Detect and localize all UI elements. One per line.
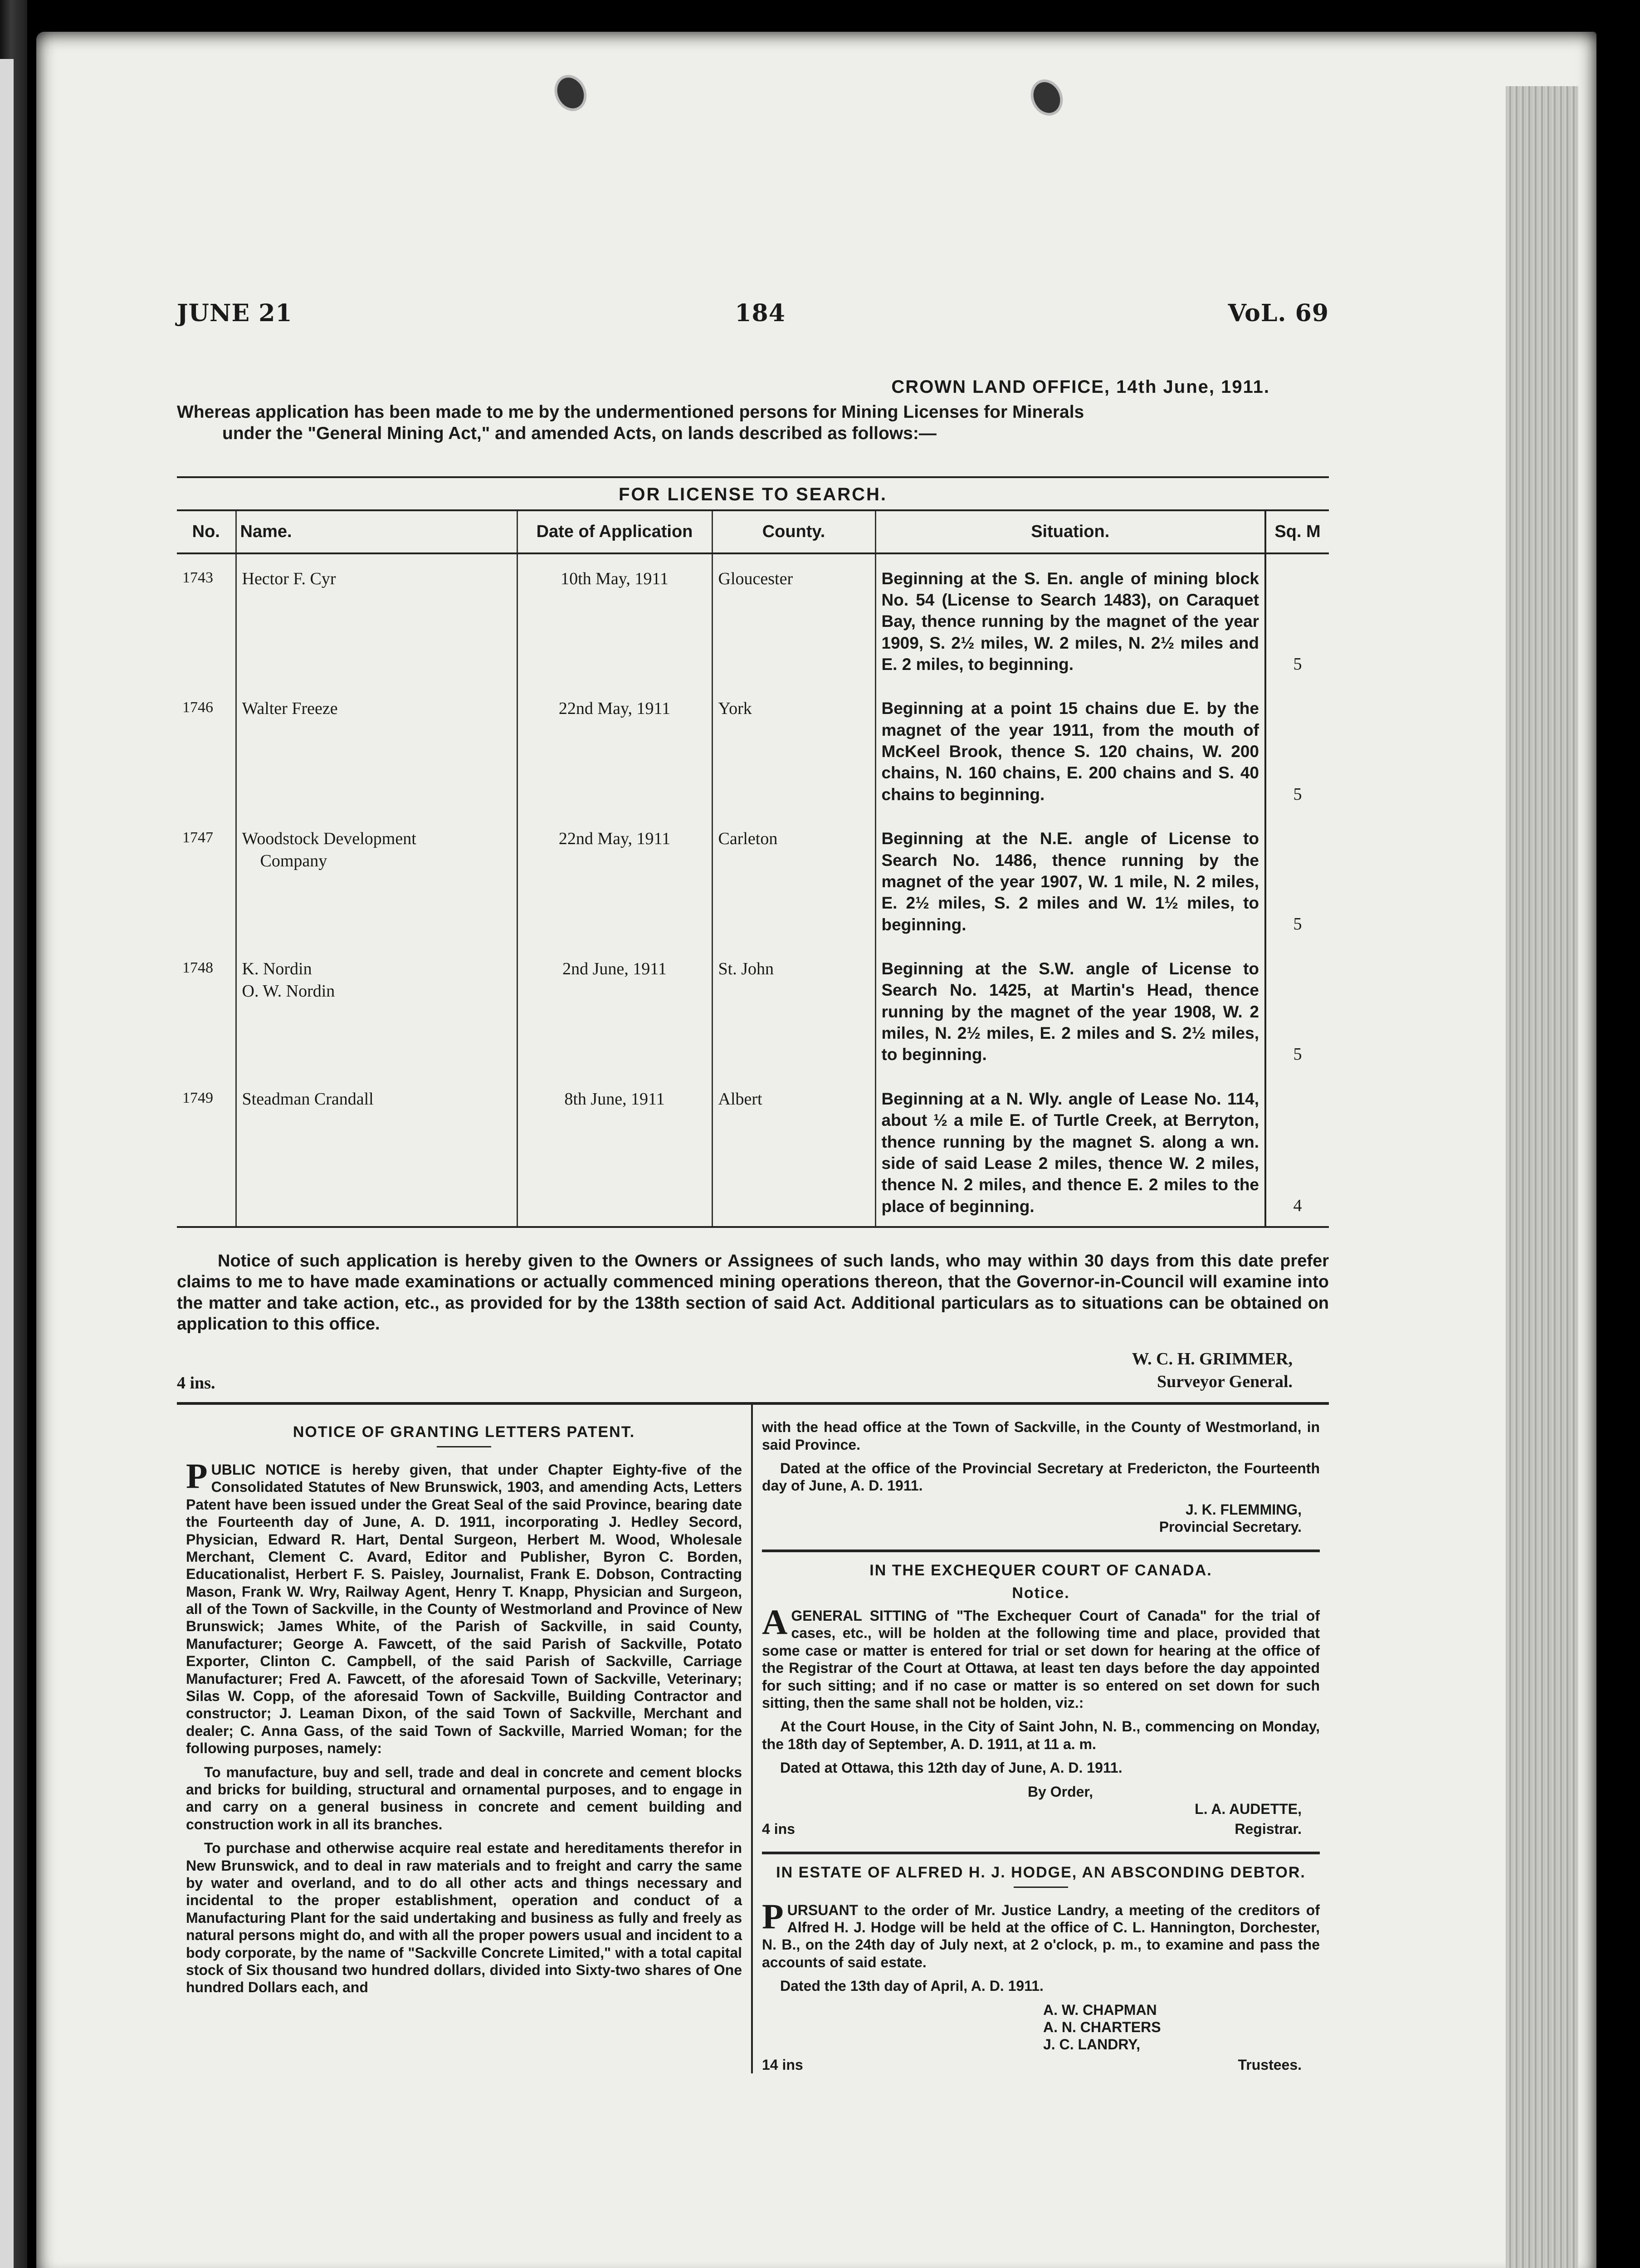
hodge-trustee: J. C. LANDRY, [1043,2036,1140,2053]
row-date: 10th May, 1911 [517,553,712,684]
row-no: 1743 [177,553,236,684]
col-header-date: Date of Application [517,510,712,553]
signer-title: Surveyor General. [1157,1372,1293,1391]
hodge-trustee-list [762,2001,1320,2053]
patent-paragraph-5 [762,1460,1320,1495]
exchequer-footer [762,1820,1320,1838]
row-no: 1748 [177,944,236,1075]
page-header [177,299,1329,327]
row-date: 8th June, 1911 [517,1075,712,1227]
patent-paragraph-2 [186,1764,742,1833]
row-name [236,944,517,1075]
patent-p3-text: To purchase and otherwise acquire real estate and hereditaments therefor in New Brunswick, and to deal in raw materials and to freight and carry the same by water and overland, and to do all other acts and things necessary and incidental to the proper establishment, operation and conduct of a Manufacturing Plant for the said undertaking and business as fully and freely as natural persons might do, and with all the proper powers usual and incident to a body corporate, by the name of "Sackville Concrete Limited," with a total capital stock of Six thousand two hundred dollars, divided into Sixty-two shares of One hundred Dollars each, and [186,1840,742,1996]
row-situation: Beginning at a point 15 chains due E. by the magnet of the year 1911, from the mouth of McKeel Brook, thence S. 120 chains, W. 200 chains, N. 160 chains, E. 200 chains and S. 40 chains to beginning. [875,684,1265,814]
row-sq: 5 [1293,914,1302,934]
hodge-insertions: 14 ins [762,2056,803,2073]
binding-hole-left [552,73,589,112]
hodge-trustees-label: Trustees. [1238,2056,1302,2073]
row-name-line: K. Nordin [242,959,312,978]
row-sq: 5 [1293,1045,1302,1064]
hodge-dropcap: P [762,1896,784,1936]
left-page-edge [0,59,14,2268]
row-name-line: Woodstock Development [242,829,416,849]
notice-paragraph [177,1251,1329,1334]
exchequer-title: IN THE EXCHEQUER COURT OF CANADA. [869,1561,1212,1579]
binding-hole-right [1029,78,1065,117]
document-page [36,32,1596,2268]
patent-paragraph-4: with the head office at the Town of Sackville, in the County of Westmorland, in said Province. [762,1419,1320,1453]
row-sq: 5 [1293,654,1302,674]
hodge-trustee: A. N. CHARTERS [1043,2019,1161,2035]
hodge-trustee: A. W. CHAPMAN [1043,2001,1157,2018]
row-situation: Beginning at the S.W. angle of License to Search No. 1425, at Martin's Head, thence running by the magnet of the year 1908, W. 2 miles, N. 2½ miles, E. 2 miles and S. 2½ miles, to beginning. [875,944,1265,1075]
table-header-row [177,510,1329,553]
patent-signer: J. K. FLEMMING, [1186,1501,1302,1518]
exchequer-subtitle: Notice. [1012,1584,1070,1602]
row-county: Albert [712,1075,875,1227]
header-page-number: 184 [735,299,786,327]
intro-line-1: Whereas application has been made to me by the undermentioned persons for Mining Licenses for Minerals [177,402,1084,422]
row-date: 22nd May, 1911 [517,814,712,944]
signer-name: W. C. H. GRIMMER, [1132,1349,1293,1369]
license-table [177,509,1329,1228]
hodge-footer [762,2056,1320,2073]
col-header-no: No. [177,510,236,553]
hodge-paragraph-2 [762,1977,1320,1994]
row-date: 22nd May, 1911 [517,684,712,814]
row-name-line: Walter Freeze [242,699,338,719]
page-content [177,299,1329,2073]
table-row [177,684,1329,814]
intro-line-2: under the "General Mining Act," and amended Acts, on lands described as follows:— [222,423,937,443]
row-name [236,553,517,684]
patent-signer-title: Provincial Secretary. [1159,1519,1302,1535]
exchequer-signer-title: Registrar. [1235,1821,1302,1838]
exchequer-p2-text: At the Court House, in the City of Saint John, N. B., commencing on Monday, the 18th day of September, A. D. 1911, at 11 a. m. [762,1718,1320,1752]
row-no: 1747 [177,814,236,944]
table-row [177,944,1329,1075]
exchequer-p3-text: Dated at Ottawa, this 12th day of June, A. D. 1911. [780,1760,1123,1776]
patent-dropcap: P [186,1456,208,1496]
row-situation: Beginning at the S. En. angle of mining block No. 54 (License to Search 1483), on Caraquet Bay, thence running by the magnet of the year 1909, S. 2½ miles, W. 2 miles, N. 2½ miles and E. 2 miles, to beginning. [875,553,1265,684]
surveyor-signature-block [177,1348,1329,1393]
row-name [236,684,517,814]
patent-paragraph-3 [186,1839,742,1996]
exchequer-top-rule [762,1549,1320,1552]
exchequer-signer: L. A. AUDETTE, [1195,1801,1302,1817]
row-sq: 5 [1293,784,1302,804]
exchequer-by-order: By Order, [1027,1783,1093,1800]
table-title: FOR LICENSE TO SEARCH. [619,484,887,504]
hodge-top-rule [762,1852,1320,1854]
notice-text: Notice of such application is hereby given to the Owners or Assignees of such lands, who may within 30 days from this date prefer claims to me to have made examinations or actually commenced mining operations thereon, that the Governor-in-Council will examine into the matter and take action, etc., as provided for by the 138th section of said Act. Additional particulars as to situations can be obtained on application to this office. [177,1251,1329,1334]
exchequer-paragraph-2 [762,1718,1320,1753]
col-header-name: Name. [236,510,517,553]
intro-text [177,402,1329,445]
table-row [177,814,1329,944]
row-name-line-2: Company [260,851,327,870]
left-column [177,1405,753,2073]
hodge-title-rule [1014,1887,1068,1888]
exchequer-p1-text: GENERAL SITTING of "The Exchequer Court of Canada" for the trial of cases, etc., will be holden at the following time and place, provided that some case or matter is entered for trial or set down for hearing at the office of the Registrar of the Court at Ottawa, at least ten days before the day appointed for such sitting; and if no case or matter is so entered on set down for such sitting, then the same shall not be holden, viz.: [762,1608,1320,1711]
row-no: 1746 [177,684,236,814]
row-no: 1749 [177,1075,236,1227]
exchequer-paragraph-3 [762,1759,1320,1776]
page-stack-edges [1506,86,1578,2268]
row-county: St. John [712,944,875,1075]
row-situation: Beginning at the N.E. angle of License to Search No. 1486, thence running by the magnet of the year 1907, W. 1 mile, N. 2 miles, E. 2½ miles, S. 2 miles and W. 1½ miles, to beginning. [875,814,1265,944]
row-name-line: Steadman Crandall [242,1089,374,1109]
header-date: JUNE 21 [177,299,293,327]
row-name-line: Hector F. Cyr [242,569,336,588]
table-row [177,553,1329,684]
row-sq: 4 [1265,1075,1329,1227]
patent-p2-text: To manufacture, buy and sell, trade and deal in concrete and cement blocks and bricks for building, structural and ornamental purposes, and to engage in and carry on a general business in concrete and cement building and construction work in all its branches. [186,1764,742,1833]
row-county: York [712,684,875,814]
col-header-county: County. [712,510,875,553]
patent-title: NOTICE OF GRANTING LETTERS PATENT. [293,1423,635,1441]
row-name [236,814,517,944]
patent-p5-text: Dated at the office of the Provincial Secretary at Fredericton, the Fourteenth day of June, A. D. 1911. [762,1460,1320,1494]
row-county: Gloucester [712,553,875,684]
office-dateline: CROWN LAND OFFICE, 14th June, 1911. [891,377,1270,397]
patent-paragraph-1 [186,1456,742,1757]
row-date: 2nd June, 1911 [517,944,712,1075]
exchequer-paragraph-1 [762,1602,1320,1711]
col-header-sq: Sq. M [1265,510,1329,553]
col-header-situation: Situation. [875,510,1265,553]
notice-insertions: 4 ins. [177,1374,215,1393]
header-volume: VoL. 69 [1228,299,1329,327]
row-name [236,1075,517,1227]
patent-title-rule [437,1446,491,1447]
row-situation: Beginning at a N. Wly. angle of Lease No. 114, about ½ a mile E. of Turtle Creek, at Berryton, thence running by the magnet S. along a wn. side of said Lease 2 miles, thence W. 2 miles, thence N. 2 miles, and thence E. 2 miles to the place of beginning. [875,1075,1265,1227]
row-county: Carleton [712,814,875,944]
signature-right [1021,1348,1293,1393]
row-name-line-2: O. W. Nordin [242,981,335,1001]
exchequer-insertions: 4 ins [762,1821,795,1838]
table-row [177,1075,1329,1227]
exchequer-dropcap: A [762,1602,788,1642]
hodge-paragraph-1 [762,1896,1320,1971]
hodge-title: IN ESTATE OF ALFRED H. J. HODGE, AN ABSCONDING DEBTOR. [776,1863,1306,1881]
hodge-p2-text: Dated the 13th day of April, A. D. 1911. [780,1978,1044,1994]
patent-p1-text: UBLIC NOTICE is hereby given, that under Chapter Eighty-five of the Consolidated Statutes of New Brunswick, 1903, and amending Acts, Letters Patent have been issued under the Great Seal of the said Province, bearing date the Fourteenth day of June, A. D. 1911, incorporating J. Hedley Secord, Physician, Edward R. Hart, Dental Surgeon, Herbert M. Wood, Wholesale Merchant, Clement C. Avard, Editor and Publisher, Byron C. Borden, Educationalist, Herbert F. S. Paisley, Journalist, Frank E. Dobson, Contracting Mason, Frank W. Wry, Railway Agent, Henry T. Knapp, Physician and Surgeon, all of the Town of Sackville, in the County of Westmorland and Province of New Brunswick; James White, of the Parish of Sackville, in said County, Manufacturer; George A. Fawcett, of the said Parish of Sackville, Potato Exporter, Clinton C. Campbell, of the said Parish of Sackville, Carriage Manufacturer; Fred A. Fawcett, of the aforesaid Town of Sackville, Veterinary; Silas W. Copp, of the aforesaid Town of Sackville, Building Contractor and constructor; J. Leaman Dixon, of the said Town of Sackville, Merchant and dealer; C. Anna Gass, of the said Town of Sackville, Married Woman; for the following purposes, namely: [186,1461,742,1757]
right-column [753,1405,1329,2073]
two-column-section [177,1402,1329,2073]
hodge-p1-text: URSUANT to the order of Mr. Justice Landry, a meeting of the creditors of Alfred H. J. Hodge will be held at the office of C. L. Hannington, Dorchester, N. B., on the 24th day of July next, at 2 o'clock, p. m., to examine and pass the accounts of said estate. [762,1901,1320,1970]
